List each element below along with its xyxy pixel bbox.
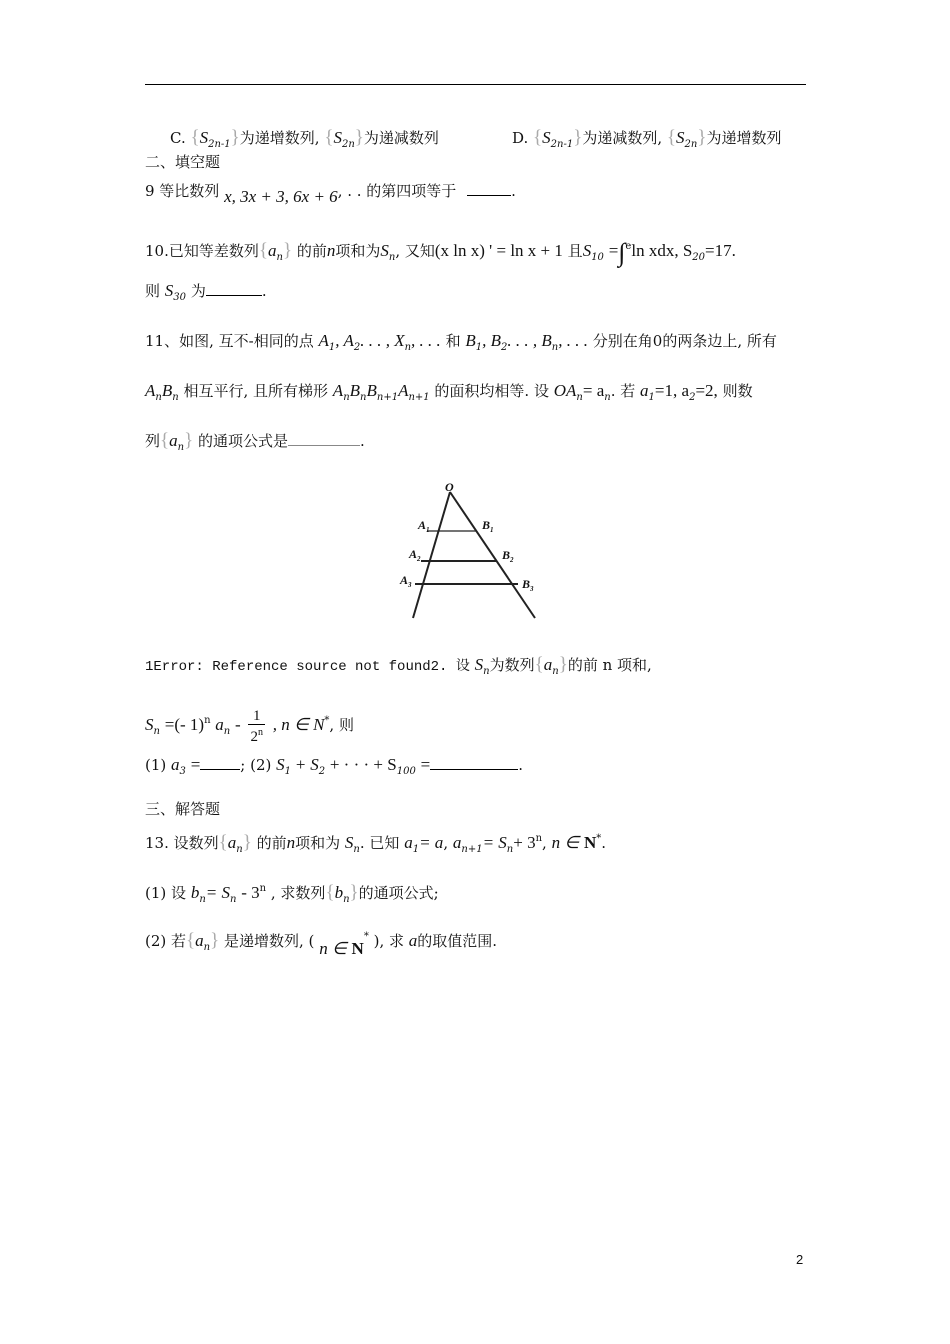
- option-c: C. $\{S_{2n-1}\}$为递增数列, $\{S_{2n}\}$为递减数列: [170, 127, 439, 150]
- fraction: $\frac{1}{2^n}$: [250, 707, 263, 745]
- question-13: 13. 设数列$\{a_n\}$ 的前n项和为 $S_n$. 已知 $a_1= a$, $a_{n+1}= S_n+ 3^n$, n ∈ N*.: [145, 832, 607, 855]
- question-12-formula: $S_n$ =(- 1)$^n$ $a_n$ - $\frac{1}{2^n}$ , n ∈ N*, 则: [145, 707, 354, 745]
- question-9: 9 等比数列 x, 3x + 3, 6x + 6, . . 的第四项等于 .: [145, 182, 516, 206]
- answer-blank: [467, 181, 511, 196]
- answer-blank: [206, 281, 262, 296]
- question-10: 10.已知等差数列$\{a_n\}$ 的前n项和为$S_n$, 又知(x ln x) ' = ln x + 1 且$S_{10} =\int^e\ln$ xdx, $S_{20}=17$.: [145, 238, 736, 267]
- question-10-line2: 则 $S_{30}$ 为 .: [145, 281, 267, 303]
- question-13-part1: (1) 设 $b_n= S_n - 3^n$ , 求数列$\{b_n\}$的通项公式;: [145, 882, 439, 905]
- question-11-line2: $A_nB_n$ 相互平行, 且所有梯形 $A_nB_nB_{n+1}A_{n+1}$ 的面积均相等. 设 $OA_n= a_n$. 若 $a_1=1$, $a_2=2$, 则数: [145, 381, 753, 403]
- label-B1: $B_1$: [482, 518, 494, 534]
- label-B2: $B_2$: [502, 548, 514, 564]
- question-11: 11、如图, 互不-相同的点 $A_1$, $A_2$. . . , $X_n$, . . . 和 $B_1$, $B_2$. . . , $B_n$, . . . 分别在角0的两条边上, 所有: [145, 331, 777, 353]
- label-B3: $B_3$: [522, 577, 534, 593]
- answer-blank: [288, 431, 360, 446]
- page-number: 2: [796, 1252, 804, 1267]
- section-fill-in-title: 二、填空题: [145, 153, 221, 171]
- question-13-part2: (2) 若$\{a_n\}$ 是递增数列, ( n ∈ N* ), 求 a的取值范围.: [145, 930, 498, 958]
- triangle-trapezoid-figure: [393, 478, 553, 626]
- label-A1: $A_1$: [418, 518, 430, 534]
- question-11-line3: 列$\{a_n\}$ 的通项公式是 .: [145, 430, 365, 453]
- label-A3: $A_3$: [400, 573, 412, 589]
- header-rule: [145, 84, 806, 85]
- question-12-parts: (1) $a_3$ = ; (2) $S_1 + S_2$ + · · · + $S_{100}$ = .: [145, 755, 523, 777]
- label-O: O: [445, 480, 454, 494]
- answer-blank: [200, 755, 240, 770]
- answer-blank: [430, 755, 518, 770]
- section-solution-title: 三、解答题: [145, 800, 221, 818]
- question-12: 1Error: Reference source not found2. 设 $S_n$为数列$\{a_n\}$的前 n 项和,: [145, 654, 652, 677]
- option-d: D. $\{S_{2n-1}\}$为递减数列, $\{S_{2n}\}$为递增数列: [512, 127, 782, 150]
- label-A2: $A_2$: [409, 547, 421, 563]
